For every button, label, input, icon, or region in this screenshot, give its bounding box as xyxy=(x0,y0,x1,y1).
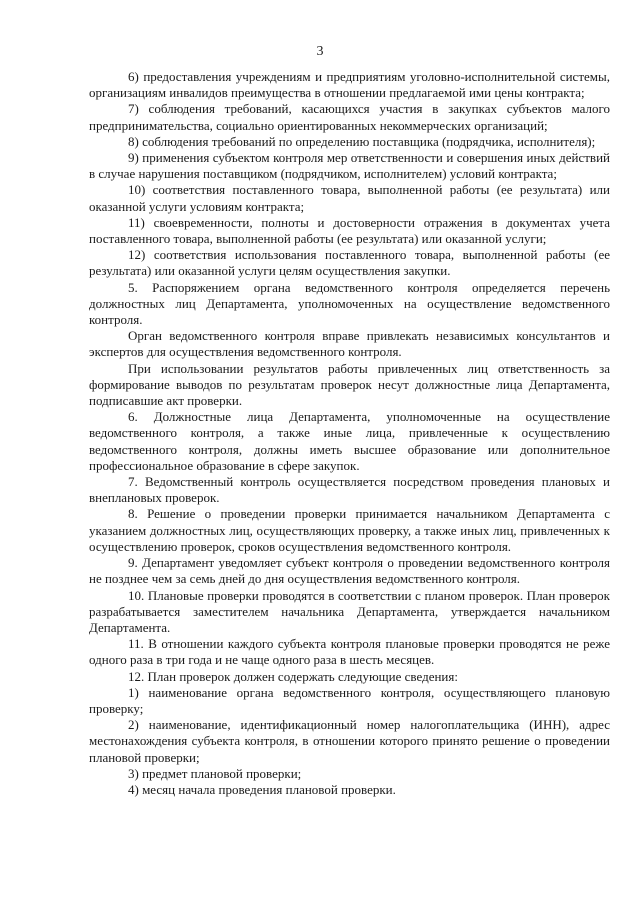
paragraph-item-9: 9) применения субъектом контроля мер ответственности и совершения иных действий в случае нарушения поставщиком (подрядчиком, исполнителем) условий контракта; xyxy=(89,150,610,182)
page-number: 3 xyxy=(316,44,324,59)
paragraph-plan-item-4: 4) месяц начала проведения плановой проверки. xyxy=(128,781,396,797)
paragraph-plan-item-1: 1) наименование органа ведомственного контроля, осуществляющего плановую проверку; xyxy=(89,684,610,716)
paragraph-clause-10: 10. Плановые проверки проводятся в соответствии с планом проверок. План проверок разрабатывается заместителем начальника Департамента, утверждается начальником Департамента. xyxy=(89,587,610,635)
paragraph-clause-11: 11. В отношении каждого субъекта контроля плановые проверки проводятся не реже одного раза в три года и не чаще одного раза в шесть месяцев. xyxy=(89,636,610,668)
paragraph-clause-5: 5. Распоряжением органа ведомственного контроля определяется перечень должностных лиц Департамента, уполномоченных на осуществление ведомственного контроля. xyxy=(89,279,610,328)
paragraph-responsibility: При использовании результатов работы привлеченных лиц ответственность за формирование выводов по результатам проверок несут должностные лица Департамента, подписавшие акт проверки. xyxy=(89,360,610,409)
paragraph-plan-item-2: 2) наименование, идентификационный номер налогоплательщика (ИНН), адрес местонахождения субъекта контроля, в отношении которого принято решение о проведении плановой проверки; xyxy=(89,717,610,765)
paragraph-clause-8: 8. Решение о проведении проверки принимается начальником Департамента с указанием должностных лиц, осуществляющих проверку, а также иных лиц, привлеченных к осуществлению проверок, сроков осуществления ведомственного контроля. xyxy=(89,506,610,554)
paragraph-item-11: 11) своевременности, полноты и достоверности отражения в документах учета поставленного товара, выполненной работы (ее результата) или оказанной услуги; xyxy=(89,214,610,247)
paragraph-item-6: 6) предоставления учреждениям и предприятиям уголовно-исполнительной системы, организациям инвалидов преимущества в отношении предлагаемой ими цены контракта; xyxy=(89,69,610,101)
paragraph-item-8: 8) соблюдения требований по определению поставщика (подрядчика, исполнителя); xyxy=(128,133,596,149)
paragraph-consultants: Орган ведомственного контроля вправе привлекать независимых консультантов и экспертов для осуществления ведомственного контроля. xyxy=(89,328,610,360)
paragraph-item-7: 7) соблюдения требований, касающихся участия в закупках субъектов малого предпринимательства, социально ориентированных некоммерческих организаций; xyxy=(89,101,610,133)
paragraph-item-12: 12) соответствия использования поставленного товара, выполненной работы (ее результата) или оказанной услуги целям осуществления закупки. xyxy=(89,247,610,279)
paragraph-item-10: 10) соответствия поставленного товара, выполненной работы (ее результата) или оказанной услуги условиям контракта; xyxy=(89,182,610,214)
paragraph-clause-12: 12. План проверок должен содержать следующие сведения: xyxy=(128,668,458,684)
paragraph-clause-9: 9. Департамент уведомляет субъект контроля о проведении ведомственного контроля не позднее чем за семь дней до дня осуществления ведомственного контроля. xyxy=(89,555,610,587)
paragraph-clause-6: 6. Должностные лица Департамента, уполномоченные на осуществление ведомственного контроля, а также иные лица, привлеченные к осуществлению ведомственного контроля, должны иметь высшее образование или дополнительное профессиональное образование в сфере закупок. xyxy=(89,409,610,473)
document-body xyxy=(89,69,610,798)
paragraph-plan-item-3: 3) предмет плановой проверки; xyxy=(128,765,302,781)
paragraph-clause-7: 7. Ведомственный контроль осуществляется посредством проведения плановых и внеплановых проверок. xyxy=(89,474,610,506)
